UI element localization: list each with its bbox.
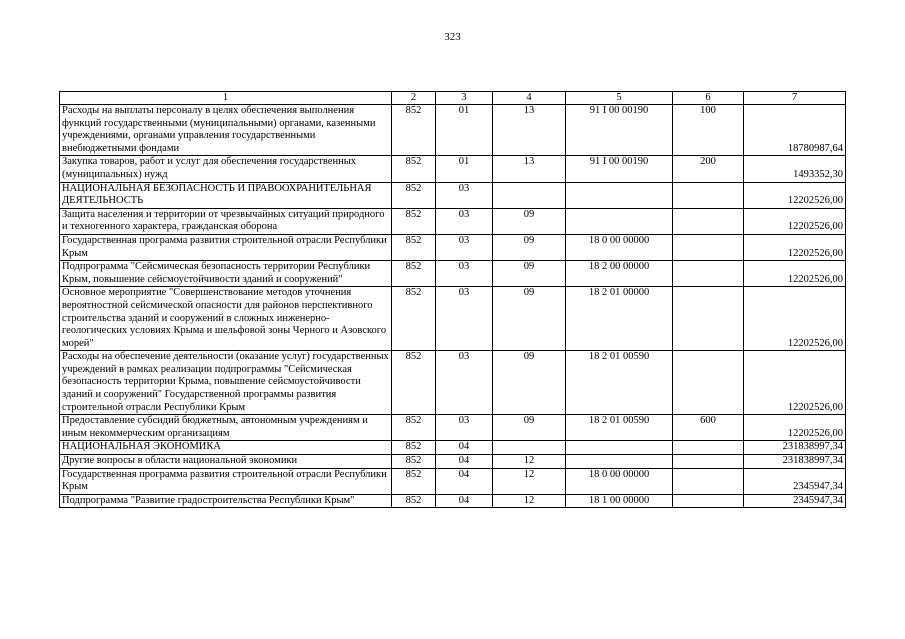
row-expense-type-cell: 600 xyxy=(673,415,744,441)
row-expense-type-cell: 100 xyxy=(673,105,744,156)
row-target-article-cell xyxy=(566,455,673,469)
row-grbs-cell: 852 xyxy=(392,105,436,156)
row-name-cell: Расходы на обеспечение деятельности (оказание услуг) государственных учреждений в рамках реализации подпрограммы "Сейсмическая безопасность территории Крыма, повышение сейсмоустойчивости зданий и сооружений" Государственной программы развития строительной отрасли Республики Крым xyxy=(60,351,392,415)
row-section-cell: 03 xyxy=(436,415,493,441)
row-name-cell: Предоставление субсидий бюджетным, автономным учреждениям и иным некоммерческим организациям xyxy=(60,415,392,441)
row-amount-cell: 12202526,00 xyxy=(744,261,846,287)
row-amount-cell: 2345947,34 xyxy=(744,494,846,508)
row-grbs-cell: 852 xyxy=(392,468,436,494)
row-target-article-cell: 18 2 01 00590 xyxy=(566,351,673,415)
row-expense-type-cell xyxy=(673,182,744,208)
row-target-article-cell: 18 0 00 00000 xyxy=(566,234,673,260)
row-name-cell: Подпрограмма "Развитие градостроительства Республики Крым" xyxy=(60,494,392,508)
row-name-cell: Другие вопросы в области национальной экономики xyxy=(60,455,392,469)
table-row xyxy=(60,455,846,469)
row-target-article-cell: 91 I 00 00190 xyxy=(566,105,673,156)
row-target-article-cell: 18 2 01 00590 xyxy=(566,415,673,441)
row-target-article-cell: 18 2 01 00000 xyxy=(566,287,673,351)
row-grbs-cell: 852 xyxy=(392,441,436,455)
header-cell: 7 xyxy=(744,92,846,105)
row-amount-cell: 2345947,34 xyxy=(744,468,846,494)
row-amount-cell: 12202526,00 xyxy=(744,234,846,260)
row-name-cell: Закупка товаров, работ и услуг для обеспечения государственных (муниципальных) нужд xyxy=(60,156,392,182)
row-name-cell: Подпрограмма "Сейсмическая безопасность территории Республики Крым, повышение сейсмоустойчивости зданий и сооружений" xyxy=(60,261,392,287)
row-expense-type-cell xyxy=(673,261,744,287)
row-name-cell: НАЦИОНАЛЬНАЯ ЭКОНОМИКА xyxy=(60,441,392,455)
row-amount-cell: 231838997,34 xyxy=(744,455,846,469)
row-subsection-cell xyxy=(493,182,566,208)
row-expense-type-cell xyxy=(673,455,744,469)
row-expense-type-cell: 200 xyxy=(673,156,744,182)
table-row xyxy=(60,468,846,494)
row-expense-type-cell xyxy=(673,234,744,260)
row-grbs-cell: 852 xyxy=(392,494,436,508)
table-row xyxy=(60,105,846,156)
row-amount-cell: 231838997,34 xyxy=(744,441,846,455)
row-expense-type-cell xyxy=(673,441,744,455)
table-row xyxy=(60,182,846,208)
row-grbs-cell: 852 xyxy=(392,287,436,351)
row-name-cell: НАЦИОНАЛЬНАЯ БЕЗОПАСНОСТЬ И ПРАВООХРАНИТЕЛЬНАЯ ДЕЯТЕЛЬНОСТЬ xyxy=(60,182,392,208)
row-name-cell: Расходы на выплаты персоналу в целях обеспечения выполнения функций государственными (муниципальными) органами, казенными учреждениями, органами управления государственными внебюджетными фондами xyxy=(60,105,392,156)
row-target-article-cell: 18 2 00 00000 xyxy=(566,261,673,287)
row-subsection-cell: 12 xyxy=(493,468,566,494)
row-target-article-cell: 18 0 00 00000 xyxy=(566,468,673,494)
row-grbs-cell: 852 xyxy=(392,415,436,441)
table-row xyxy=(60,441,846,455)
header-cell: 6 xyxy=(673,92,744,105)
row-section-cell: 04 xyxy=(436,455,493,469)
row-subsection-cell: 12 xyxy=(493,494,566,508)
table-row xyxy=(60,156,846,182)
table-row xyxy=(60,261,846,287)
header-cell: 5 xyxy=(566,92,673,105)
row-name-cell: Защита населения и территории от чрезвычайных ситуаций природного и техногенного характера, гражданская оборона xyxy=(60,208,392,234)
header-cell: 2 xyxy=(392,92,436,105)
table-row xyxy=(60,494,846,508)
row-grbs-cell: 852 xyxy=(392,351,436,415)
header-cell: 3 xyxy=(436,92,493,105)
table-row xyxy=(60,234,846,260)
row-section-cell: 03 xyxy=(436,261,493,287)
row-target-article-cell: 18 1 00 00000 xyxy=(566,494,673,508)
row-section-cell: 03 xyxy=(436,182,493,208)
row-name-cell: Государственная программа развития строительной отрасли Республики Крым xyxy=(60,468,392,494)
row-expense-type-cell xyxy=(673,208,744,234)
row-section-cell: 01 xyxy=(436,105,493,156)
budget-table xyxy=(59,91,846,508)
row-subsection-cell: 09 xyxy=(493,415,566,441)
table-row xyxy=(60,208,846,234)
row-section-cell: 01 xyxy=(436,156,493,182)
table-row xyxy=(60,351,846,415)
row-amount-cell: 12202526,00 xyxy=(744,182,846,208)
row-section-cell: 03 xyxy=(436,208,493,234)
row-subsection-cell: 13 xyxy=(493,105,566,156)
header-cell: 1 xyxy=(60,92,392,105)
row-section-cell: 03 xyxy=(436,351,493,415)
row-subsection-cell xyxy=(493,441,566,455)
row-amount-cell: 12202526,00 xyxy=(744,351,846,415)
row-name-cell: Государственная программа развития строительной отрасли Республики Крым xyxy=(60,234,392,260)
row-amount-cell: 12202526,00 xyxy=(744,415,846,441)
row-target-article-cell xyxy=(566,208,673,234)
row-name-cell: Основное мероприятие "Совершенствование методов уточнения вероятностной сейсмической опасности для районов перспективного строительства зданий и сооружений в сложных инженерно-геологических условиях Крыма и шельфовой зоны Черного и Азовского морей" xyxy=(60,287,392,351)
row-subsection-cell: 09 xyxy=(493,208,566,234)
row-amount-cell: 12202526,00 xyxy=(744,287,846,351)
row-section-cell: 04 xyxy=(436,494,493,508)
row-amount-cell: 12202526,00 xyxy=(744,208,846,234)
row-expense-type-cell xyxy=(673,494,744,508)
row-expense-type-cell xyxy=(673,468,744,494)
row-section-cell: 03 xyxy=(436,234,493,260)
row-expense-type-cell xyxy=(673,351,744,415)
row-section-cell: 04 xyxy=(436,468,493,494)
row-subsection-cell: 13 xyxy=(493,156,566,182)
row-grbs-cell: 852 xyxy=(392,455,436,469)
table-row xyxy=(60,287,846,351)
row-target-article-cell xyxy=(566,441,673,455)
header-row xyxy=(60,92,846,105)
row-subsection-cell: 09 xyxy=(493,287,566,351)
row-target-article-cell: 91 I 00 00190 xyxy=(566,156,673,182)
row-expense-type-cell xyxy=(673,287,744,351)
row-subsection-cell: 09 xyxy=(493,261,566,287)
row-section-cell: 03 xyxy=(436,287,493,351)
row-grbs-cell: 852 xyxy=(392,261,436,287)
row-grbs-cell: 852 xyxy=(392,208,436,234)
row-grbs-cell: 852 xyxy=(392,182,436,208)
row-grbs-cell: 852 xyxy=(392,234,436,260)
row-subsection-cell: 12 xyxy=(493,455,566,469)
page-number: 323 xyxy=(444,31,461,43)
row-target-article-cell xyxy=(566,182,673,208)
row-subsection-cell: 09 xyxy=(493,351,566,415)
row-amount-cell: 18780987,64 xyxy=(744,105,846,156)
row-subsection-cell: 09 xyxy=(493,234,566,260)
row-amount-cell: 1493352,30 xyxy=(744,156,846,182)
row-section-cell: 04 xyxy=(436,441,493,455)
header-cell: 4 xyxy=(493,92,566,105)
row-grbs-cell: 852 xyxy=(392,156,436,182)
table-row xyxy=(60,415,846,441)
